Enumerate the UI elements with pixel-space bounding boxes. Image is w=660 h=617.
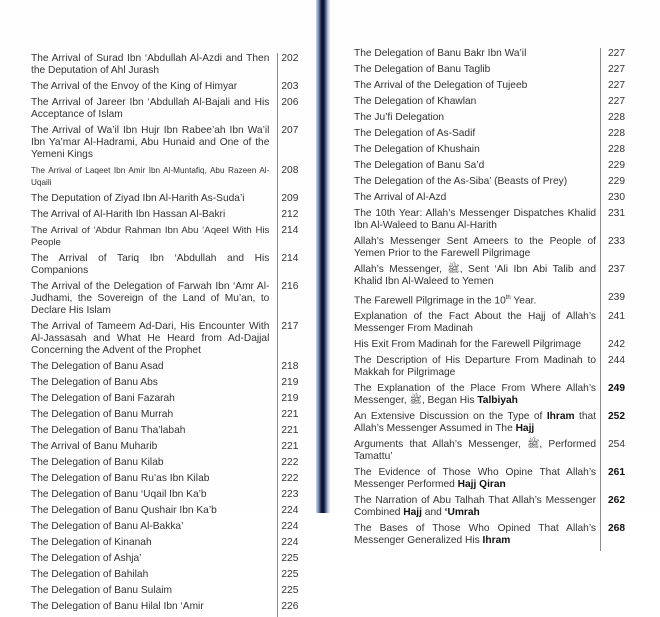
entry-title: The Arrival of Laqeet Ibn Amir Ibn Al-Muntafiq, Abu Razeen Al-Uqaili (31, 166, 270, 187)
toc-entry (354, 439, 640, 463)
bold-term: Ihram (482, 535, 511, 547)
entry-title (354, 495, 596, 519)
entry-page: 227 (608, 64, 625, 75)
entry-page: 208 (281, 165, 299, 176)
left-page (0, 0, 318, 612)
toc-entry (354, 523, 640, 547)
toc-entry (31, 585, 305, 597)
toc-entry (31, 53, 305, 77)
entry-title: The Delegation of Bahilah (31, 569, 149, 580)
entry-page: 229 (608, 176, 625, 187)
entry-title: Explanation of the Fact About the Hajj of Allah’s Messenger From Madinah (354, 311, 596, 335)
ordinal-suffix: th (505, 295, 511, 301)
entry-title: The Description of His Departure From Madinah to Makkah for Pilgrimage (354, 355, 596, 379)
toc-right (354, 48, 640, 551)
entry-title: The Delegation of Banu Sulaim (31, 585, 173, 596)
entry-title: The Delegation of Banu Kilab (31, 457, 164, 468)
entry-page: 203 (281, 81, 299, 92)
entry-title: The Delegation of Banu Ru’as Ibn Kilab (31, 473, 210, 484)
entry-title-text: An Extensive Discussion on the Type of (354, 411, 547, 423)
entry-title: The Delegation of Kinanah (31, 537, 152, 548)
entry-page: 216 (281, 281, 299, 292)
toc-entry (31, 125, 305, 161)
entry-page: 227 (608, 96, 625, 107)
entry-title: The Ju’fi Delegation (354, 112, 445, 123)
entry-page: 221 (281, 441, 299, 452)
entry-title: The Delegation of Banu Al-Bakka’ (31, 521, 184, 532)
entry-title: Allah’s Messenger, ﷺ, Sent ‘Ali Ibn Abi Talib and Khalid Ibn Al-Waleed to Yemen (354, 264, 596, 287)
toc-entry (31, 253, 305, 277)
entry-page: 239 (608, 292, 625, 303)
entry-title-text: Year. (510, 295, 537, 307)
toc-entry (354, 292, 640, 307)
entry-title: The Arrival of Al-Azd (354, 192, 447, 203)
toc-entry (354, 208, 640, 232)
entry-title (354, 467, 596, 491)
toc-entry (31, 489, 305, 501)
entry-page: 228 (608, 128, 625, 139)
entry-page: 230 (608, 192, 625, 203)
entry-page: 217 (281, 321, 299, 332)
entry-title-text: The Evidence of Those Who Opine That Allah’s Messenger Performed (354, 467, 596, 491)
entry-title: His Exit From Madinah for the Farewell Pilgrimage (354, 339, 582, 351)
toc-entry (354, 176, 640, 188)
toc-entry (354, 383, 640, 407)
entry-page: 228 (608, 112, 625, 123)
entry-page: 226 (281, 601, 299, 612)
entry-title: The Arrival of Al-Harith Ibn Hassan Al-Bakri (31, 209, 226, 220)
toc-entry (31, 165, 305, 189)
entry-title: The Delegation of As-Sadif (354, 128, 476, 139)
entry-title: The Arrival of Tameem Ad-Dari, His Encounter With Al-Jassasah and What He Heard from Ad-Dajjal Concerning the Advent of the Prophet (31, 321, 270, 356)
entry-page: 227 (608, 48, 625, 59)
entry-page: 233 (608, 236, 625, 247)
entry-title: The Arrival of Tariq Ibn ‘Abdullah and His Companions (31, 253, 270, 276)
entry-title: The Arrival of Wa’il Ibn Hujr Ibn Rabee’ah Ibn Wa’il Ibn Ya’mar Al-Hadrami, Abu Hunaid and One of the Yemeni Kings (31, 125, 270, 160)
toc-entry (31, 521, 305, 533)
toc-entry (31, 377, 305, 389)
entry-title-text: The Explanation of the Place From Where Allah’s Messenger, ﷺ, Began His (354, 383, 596, 407)
toc-entry (31, 209, 305, 221)
entry-page: 222 (281, 473, 299, 484)
entry-page: 231 (608, 208, 625, 219)
entry-title: The Delegation of Khawlan (354, 96, 477, 107)
entry-title: The Delegation of Ashja’ (31, 553, 142, 564)
toc-entry (354, 160, 640, 172)
toc-entry (354, 495, 640, 519)
entry-page: 206 (281, 97, 299, 108)
entry-page: 219 (281, 393, 299, 404)
toc-entry (31, 393, 305, 405)
toc-entry (31, 409, 305, 421)
entry-title-text: and (421, 507, 445, 519)
entry-page: 252 (608, 411, 625, 423)
toc-entry (31, 457, 305, 469)
entry-title: The Arrival of the Envoy of the King of Himyar (31, 81, 238, 92)
entry-page: 249 (608, 383, 625, 395)
toc-entry (354, 64, 640, 76)
entry-page: 224 (281, 521, 299, 532)
toc-entry (354, 236, 640, 260)
entry-title: The Delegation of Bani Fazarah (31, 393, 175, 404)
entry-title: Arguments that Allah’s Messenger, ﷺ, Performed Tamattu’ (354, 439, 596, 463)
toc-entry (31, 537, 305, 549)
entry-title: The Delegation of Banu Asad (31, 361, 164, 372)
entry-page: 202 (281, 53, 299, 64)
toc-entry (31, 281, 305, 317)
entry-page: 242 (608, 339, 625, 351)
entry-page: 268 (608, 523, 625, 535)
toc-entry (31, 505, 305, 517)
entry-title: The Delegation of the As-Siba’ (Beasts of Prey) (354, 176, 568, 187)
toc-entry (354, 467, 640, 491)
toc-entry (354, 96, 640, 108)
entry-title: The Arrival of Surad Ibn ‘Abdullah Al-Azdi and Then the Deputation of Ahl Jurash (31, 53, 270, 76)
entry-page: 214 (281, 225, 299, 236)
entry-title: The Arrival of Jareer Ibn ‘Abdullah Al-Bajali and His Acceptance of Islam (31, 97, 270, 120)
entry-title: The Deputation of Ziyad Ibn Al-Harith As-Suda’i (31, 193, 245, 204)
entry-page: 223 (281, 489, 299, 500)
entry-page: 207 (281, 125, 299, 136)
entry-title: The 10th Year: Allah’s Messenger Dispatches Khalid Ibn Al-Waleed to Banu Al-Harith (354, 208, 596, 231)
entry-page: 222 (281, 457, 299, 468)
entry-page: 228 (608, 144, 625, 155)
entry-page: 237 (608, 264, 625, 275)
entry-title: The Delegation of Banu Sa’d (354, 160, 485, 171)
toc-entry (31, 81, 305, 93)
toc-entry (354, 128, 640, 140)
entry-page: 262 (608, 495, 625, 507)
entry-title: The Delegation of Banu Qushair Ibn Ka’b (31, 505, 217, 516)
entry-page: 221 (281, 425, 299, 436)
entry-page: 241 (608, 311, 625, 323)
toc-entry (354, 355, 640, 379)
entry-title: The Arrival of ‘Abdur Rahman Ibn Abu ‘Aqeel With His People (31, 225, 270, 248)
entry-page: 214 (281, 253, 299, 264)
toc-entry (31, 473, 305, 485)
bold-term: ‘Umrah (444, 507, 480, 519)
entry-title (354, 523, 596, 547)
toc-entry (31, 361, 305, 373)
entry-title: The Delegation of Banu Murrah (31, 409, 174, 420)
entry-title: The Delegation of Banu Abs (31, 377, 158, 388)
book-spine (316, 0, 330, 513)
toc-entry (31, 321, 305, 357)
entry-page: 261 (608, 467, 625, 479)
entry-title: The Delegation of Banu Taglib (354, 64, 491, 75)
toc-entry (31, 601, 305, 613)
entry-page: 212 (281, 209, 299, 220)
toc-entry (31, 193, 305, 205)
entry-page: 229 (608, 160, 625, 171)
entry-title: The Delegation of Banu Hilal Ibn ‘Amir (31, 601, 204, 612)
entry-title: The Delegation of Banu Bakr Ibn Wa’il (354, 48, 527, 59)
entry-page: 209 (281, 193, 299, 204)
entry-title: The Delegation of Banu ‘Uqail Ibn Ka’b (31, 489, 207, 500)
entry-page: 254 (608, 439, 625, 451)
entry-page: 221 (281, 409, 299, 420)
entry-title-text: The Narration of Abu Talhah That Allah’s Messenger Combined (354, 495, 596, 519)
toc-entry (31, 441, 305, 453)
entry-title: The Delegation of Khushain (354, 144, 480, 155)
bold-term: Hajj Qiran (457, 479, 506, 491)
entry-page: 224 (281, 537, 299, 548)
entry-title: The Arrival of the Delegation of Tujeeb (354, 80, 528, 91)
toc-entry (354, 80, 640, 92)
entry-title (354, 383, 596, 407)
entry-page: 224 (281, 505, 299, 516)
toc-entry (354, 264, 640, 288)
entry-title: Allah’s Messenger Sent Ameers to the People of Yemen Prior to the Farewell Pilgrimage (354, 236, 596, 259)
entry-title: The Arrival of Banu Muharib (31, 441, 158, 452)
entry-page: 218 (281, 361, 299, 372)
bold-term: Hajj (403, 507, 422, 519)
toc-entry (31, 97, 305, 121)
toc-entry (31, 553, 305, 565)
entry-title: The Arrival of the Delegation of Farwah Ibn ‘Amr Al-Judhami, the Sovereign of the Land of Mu’an, to Declare His Islam (31, 281, 270, 316)
bold-term: Talbiyah (477, 395, 518, 407)
entry-page: 219 (281, 377, 299, 388)
toc-entry (354, 48, 640, 60)
right-page (330, 0, 660, 547)
entry-title (354, 292, 596, 307)
toc-entry (354, 192, 640, 204)
entry-title (354, 411, 596, 435)
entry-title: The Delegation of Banu Tha’labah (31, 425, 186, 436)
toc-left (31, 53, 305, 617)
toc-entry (354, 311, 640, 335)
bold-term: Ihram (546, 411, 575, 423)
entry-page: 244 (608, 355, 625, 367)
entry-page: 225 (281, 569, 299, 580)
bold-term: Hajj (515, 423, 535, 435)
entry-title-text: that Allah’s Messenger Assumed in The (354, 411, 597, 435)
entry-page: 225 (281, 585, 299, 596)
entry-page: 227 (608, 80, 625, 91)
toc-entry (354, 411, 640, 435)
toc-entry (31, 425, 305, 437)
entry-title-text: The Farewell Pilgrimage in the 10 (354, 295, 506, 307)
toc-entry (354, 144, 640, 156)
toc-entry (31, 225, 305, 249)
toc-entry (354, 112, 640, 124)
toc-entry (354, 339, 640, 351)
entry-title-text: The Bases of Those Who Opined That Allah’s Messenger Generalized His (354, 523, 596, 547)
toc-entry (31, 569, 305, 581)
entry-page: 225 (281, 553, 299, 564)
